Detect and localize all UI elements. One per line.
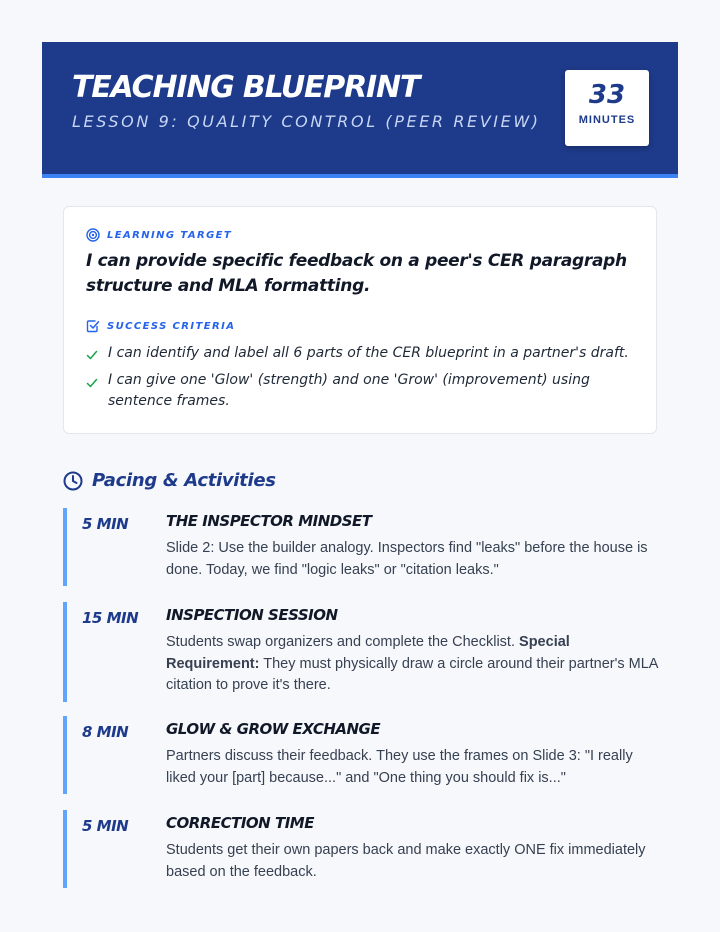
duration-unit: MINUTES — [578, 114, 636, 126]
activity-title: CORRECTION TIME — [166, 814, 314, 832]
activity-item — [63, 508, 657, 586]
checkbox-icon — [86, 319, 100, 333]
duration-value: 33 — [588, 80, 626, 110]
activity-title: INSPECTION SESSION — [166, 606, 338, 624]
activity-item — [63, 810, 657, 888]
target-icon — [86, 228, 100, 242]
activity-description: Students get their own papers back and make exactly ONE fix immediately based on the feedback. — [166, 842, 646, 880]
success-criteria-label: SUCCESS CRITERIA — [107, 320, 236, 332]
activity-time: 8 MIN — [82, 723, 129, 741]
activity-time: 15 MIN — [82, 609, 139, 627]
activity-title: GLOW & GROW EXCHANGE — [166, 720, 381, 738]
activity-item — [63, 602, 657, 702]
criteria-item — [86, 343, 636, 364]
success-criteria-list — [86, 343, 636, 418]
activity-description — [166, 632, 658, 697]
activity-description: Partners discuss their feedback. They use the frames on Slide 3: "I really liked your [part] because..." and "One thing you should fix is..." — [166, 748, 633, 786]
learning-target-card — [63, 206, 657, 434]
learning-target-heading — [86, 228, 232, 242]
check-icon — [86, 347, 98, 368]
page-title: TEACHING BLUEPRINT — [72, 70, 420, 105]
lesson-subtitle: LESSON 9: QUALITY CONTROL (PEER REVIEW) — [72, 112, 541, 131]
success-criteria-heading — [86, 319, 235, 333]
check-icon — [86, 375, 98, 396]
learning-target-label: LEARNING TARGET — [107, 229, 233, 241]
special-requirement-label: Special Requirement: — [166, 634, 570, 672]
activity-item — [63, 716, 657, 794]
activity-time: 5 MIN — [82, 817, 129, 835]
description-text: They must physically draw a circle around their partner's MLA citation to prove it's there. — [166, 655, 658, 693]
duration-badge — [565, 70, 649, 146]
lesson-header — [42, 42, 678, 178]
description-text: Students swap organizers and complete the Checklist. — [166, 634, 520, 650]
criteria-text: I can give one 'Glow' (strength) and one 'Grow' (improvement) using sentence frames. — [108, 372, 590, 409]
pacing-title: Pacing & Activities — [92, 470, 276, 491]
activity-time: 5 MIN — [82, 515, 129, 533]
activity-title: THE INSPECTOR MINDSET — [166, 512, 372, 530]
activity-description: Slide 2: Use the builder analogy. Inspectors find "leaks" before the house is done. Today, we find "logic leaks" or "citation leaks." — [166, 540, 648, 578]
clock-icon — [63, 471, 83, 491]
criteria-item — [86, 370, 636, 412]
pacing-heading — [63, 470, 276, 491]
criteria-text: I can identify and label all 6 parts of the CER blueprint in a partner's draft. — [108, 345, 629, 361]
learning-target-text: I can provide specific feedback on a peer's CER paragraph structure and MLA formatting. — [86, 251, 627, 296]
